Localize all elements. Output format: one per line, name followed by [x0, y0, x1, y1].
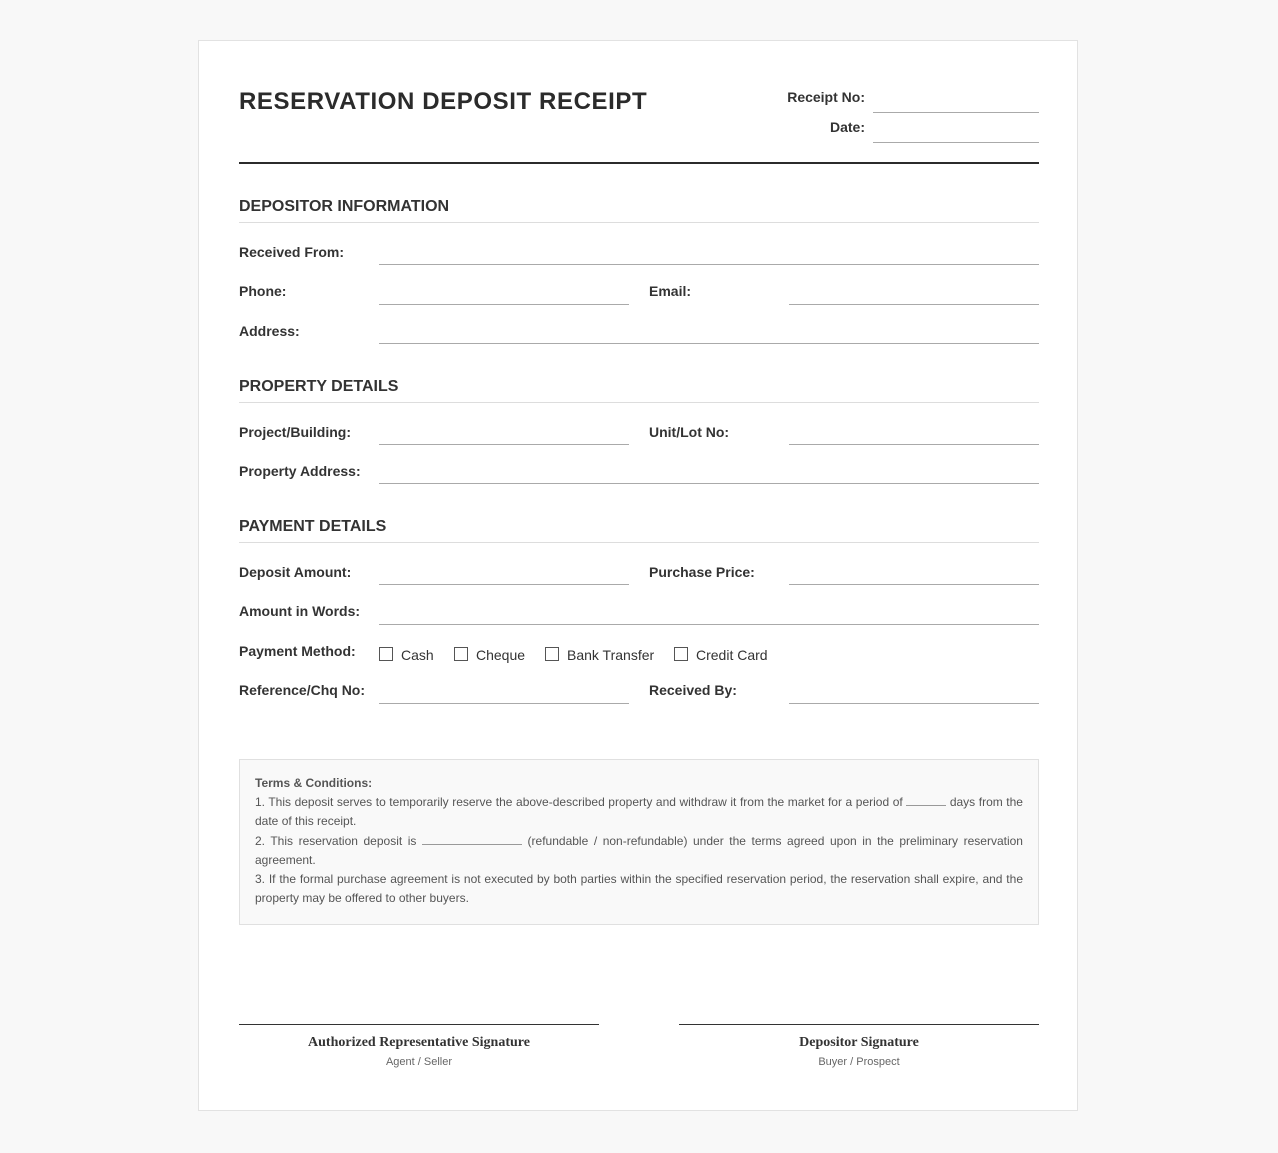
terms-box	[239, 759, 1039, 925]
phone-label: Phone:	[239, 283, 287, 299]
bank-transfer-label: Bank Transfer	[567, 647, 655, 663]
received-by-field[interactable]	[789, 681, 1039, 704]
received-by-label: Received By:	[649, 682, 737, 698]
terms-item-2	[255, 832, 1023, 870]
depositor-signature-title: Depositor Signature	[799, 1035, 919, 1050]
depositor-section-title-text: DEPOSITOR INFORMATION	[239, 198, 450, 215]
cheque-label: Cheque	[476, 647, 526, 663]
amount-in-words-field[interactable]	[379, 602, 1039, 625]
project-building-label: Project/Building:	[239, 424, 351, 440]
terms-2-text-after: (refundable / non-refundable) under the terms agreed upon in the preliminary reservation agreement.	[255, 833, 1023, 867]
date-label: Date:	[829, 119, 865, 135]
receipt-content	[239, 41, 1039, 1110]
cash-label: Cash	[401, 647, 434, 663]
page-title: RESERVATION DEPOSIT RECEIPT	[239, 88, 648, 115]
amount-in-words-label: Amount in Words:	[239, 603, 361, 619]
terms-item-1	[255, 793, 1023, 831]
credit-card-checkbox[interactable]	[674, 647, 688, 661]
reference-chq-field[interactable]	[379, 681, 629, 704]
address-label: Address:	[239, 323, 300, 339]
email-label: Email:	[649, 283, 692, 299]
credit-card-label: Credit Card	[696, 647, 768, 663]
header-divider	[239, 162, 1039, 164]
reference-chq-label: Reference/Chq No:	[239, 682, 366, 698]
property-address-field[interactable]	[379, 461, 1039, 484]
depositor-signature-line[interactable]	[679, 1024, 1039, 1025]
phone-field[interactable]	[379, 282, 629, 305]
receipt-no-row	[739, 86, 1039, 110]
terms-title: Terms & Conditions:	[255, 776, 373, 790]
terms-1-text-after: days from the date of this receipt.	[255, 795, 1023, 829]
date-field[interactable]	[873, 119, 1039, 143]
date-row	[739, 116, 1039, 140]
reservation-days-blank[interactable]	[906, 793, 946, 806]
cash-checkbox[interactable]	[379, 647, 393, 661]
bank-transfer-checkbox[interactable]	[545, 647, 559, 661]
terms-item-3: 3. If the formal purchase agreement is not executed by both parties within the specified reservation period, the reservation shall expire, and the property may be offered to other buyers.	[255, 872, 1023, 906]
deposit-amount-field[interactable]	[379, 562, 629, 585]
depositor-signature-block	[679, 1024, 1039, 1084]
email-field[interactable]	[789, 282, 1039, 305]
purchase-price-label: Purchase Price:	[649, 564, 755, 580]
agent-signature-line[interactable]	[239, 1024, 599, 1025]
unit-lot-field[interactable]	[789, 422, 1039, 445]
project-building-field[interactable]	[379, 422, 629, 445]
depositor-signature-subtitle: Buyer / Prospect	[818, 1056, 900, 1068]
cheque-checkbox[interactable]	[454, 647, 468, 661]
received-from-field[interactable]	[379, 242, 1039, 265]
unit-lot-label: Unit/Lot No:	[649, 424, 730, 440]
property-section-title	[239, 378, 1039, 403]
payment-section-title	[239, 518, 1039, 543]
payment-section-title-text: PAYMENT DETAILS	[239, 518, 387, 535]
received-from-label: Received From:	[239, 244, 345, 260]
deposit-amount-label: Deposit Amount:	[239, 564, 352, 580]
receipt-no-label: Receipt No:	[787, 89, 865, 105]
property-section-title-text: PROPERTY DETAILS	[239, 378, 399, 395]
agent-signature-subtitle: Agent / Seller	[385, 1056, 453, 1068]
payment-method-label: Payment Method:	[239, 643, 356, 659]
terms-2-text-before: 2. This reservation deposit is	[255, 833, 417, 848]
receipt-no-field[interactable]	[873, 89, 1039, 113]
receipt-page	[198, 40, 1078, 1111]
refundable-status-blank[interactable]	[422, 832, 522, 845]
property-address-label: Property Address:	[239, 463, 361, 479]
agent-signature-block	[239, 1024, 599, 1084]
purchase-price-field[interactable]	[789, 562, 1039, 585]
depositor-section-title	[239, 198, 1039, 223]
terms-1-text-before: 1. This deposit serves to temporarily reserve the above-described property and withdraw it from the market for a period of	[255, 795, 903, 810]
address-field[interactable]	[379, 321, 1039, 344]
agent-signature-title: Authorized Representative Signature	[308, 1035, 530, 1050]
